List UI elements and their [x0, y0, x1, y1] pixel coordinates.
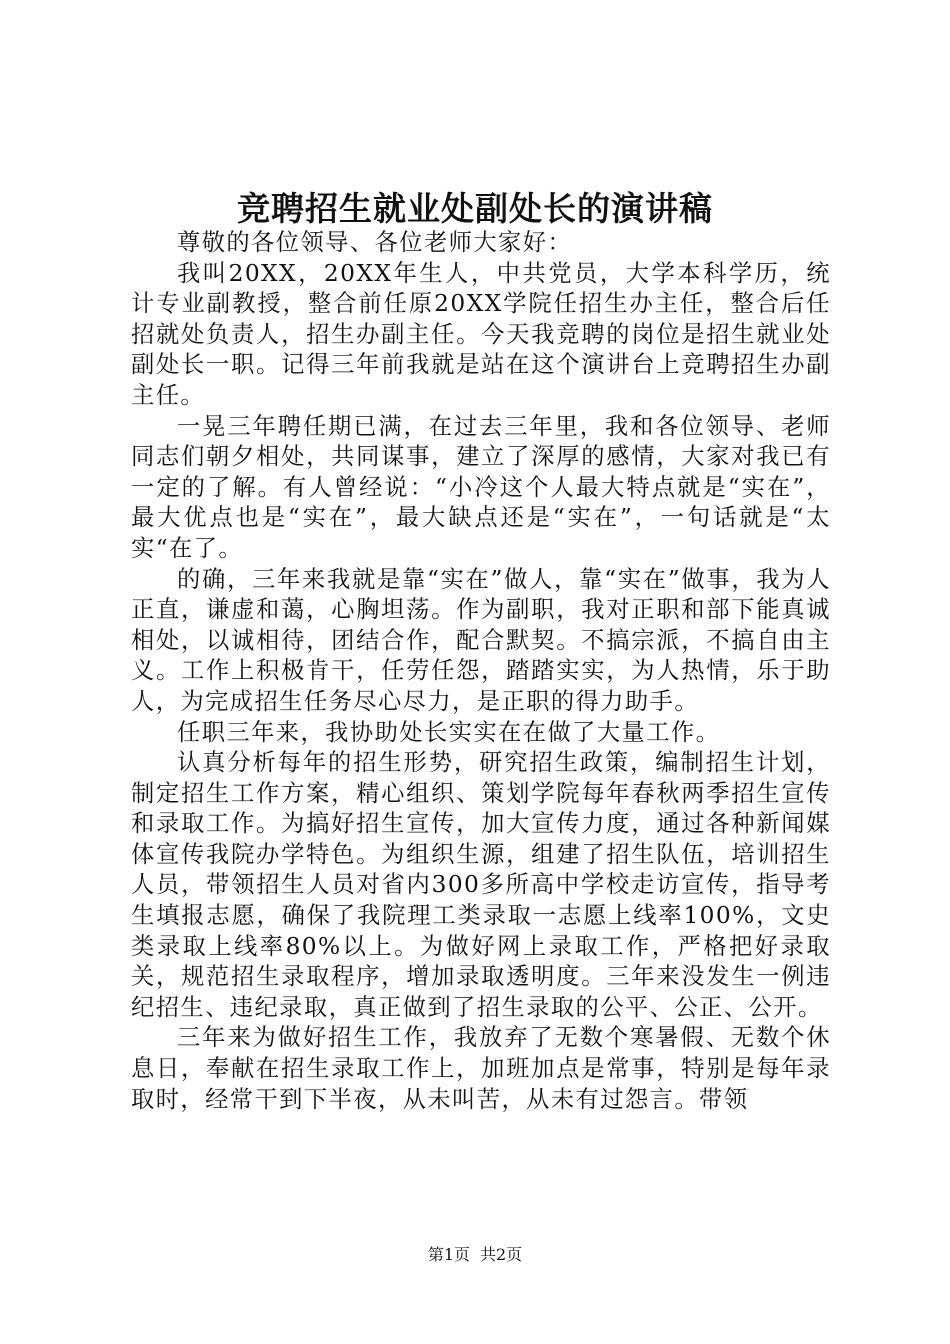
page-footer	[0, 1243, 950, 1267]
page-total: 共2页	[480, 1245, 523, 1264]
paragraph-work-summary: 任职三年来，我协助处长实实在在做了大量工作。	[177, 718, 721, 746]
paragraph-dedication: 三年来为做好招生工作，我放弃了无数个寒暑假、无数个休息日，奉献在招生录取工作上，加班加点是常事，特别是每年录取时，经常干到下半夜，从未叫苦，从未有过怨言。带领	[131, 1024, 831, 1113]
document-title: 竞聘招生就业处副处长的演讲稿	[237, 189, 713, 228]
paragraph-introduction: 我叫20XX，20XX年生人，中共党员，大学本科学历，统计专业副教授，整合前任原20XX学院任招生办主任，整合后任招就处负责人，招生办副主任。今天我竞聘的岗位是招生就业处副处长一职。记得三年前我就是站在这个演讲台上竞聘招生办副主任。	[131, 259, 831, 409]
page-number: 第1页	[427, 1245, 470, 1264]
paragraph-three-years: 一晃三年聘任期已满，在过去三年里，我和各位领导、老师同志们朝夕相处，共同谋事，建立了深厚的感情，大家对我已有一定的了解。有人曾经说：“小冷这个人最大特点就是“实在”，最大优点也是“实在”，最大缺点还是“实在”，一句话就是“太实“在了。	[131, 412, 831, 562]
paragraph-greeting: 尊敬的各位领导、各位老师大家好：	[177, 229, 573, 256]
paragraph-admissions-work: 认真分析每年的招生形势，研究招生政策，编制招生计划，制定招生工作方案，精心组织、策划学院每年春秋两季招生宣传和录取工作。为搞好招生宣传，加大宣传力度，通过各种新闻媒体宣传我院办学特色。为组织生源，组建了招生队伍，培训招生人员，带领招生人员对省内300多所高中学校走访宣传，指导考生填报志愿，确保了我院理工类录取一志愿上线率100%，文史类录取上线率80%以上。为做好网上录取工作，严格把好录取关，规范招生录取程序，增加录取透明度。三年来没发生一例违纪招生、违纪录取，真正做到了招生录取的公平、公正、公开。	[131, 749, 831, 1021]
document-body	[131, 228, 831, 1115]
paragraph-character: 的确，三年来我就是靠“实在”做人，靠“实在”做事，我为人正直，谦虚和蔼，心胸坦荡。作为副职，我对正职和部下能真诚相处，以诚相待，团结合作，配合默契。不搞宗派，不搞自由主义。工作上积极肯干，任劳任怨，踏踏实实，为人热情，乐于助人，为完成招生任务尽心尽力，是正职的得力助手。	[131, 565, 831, 715]
